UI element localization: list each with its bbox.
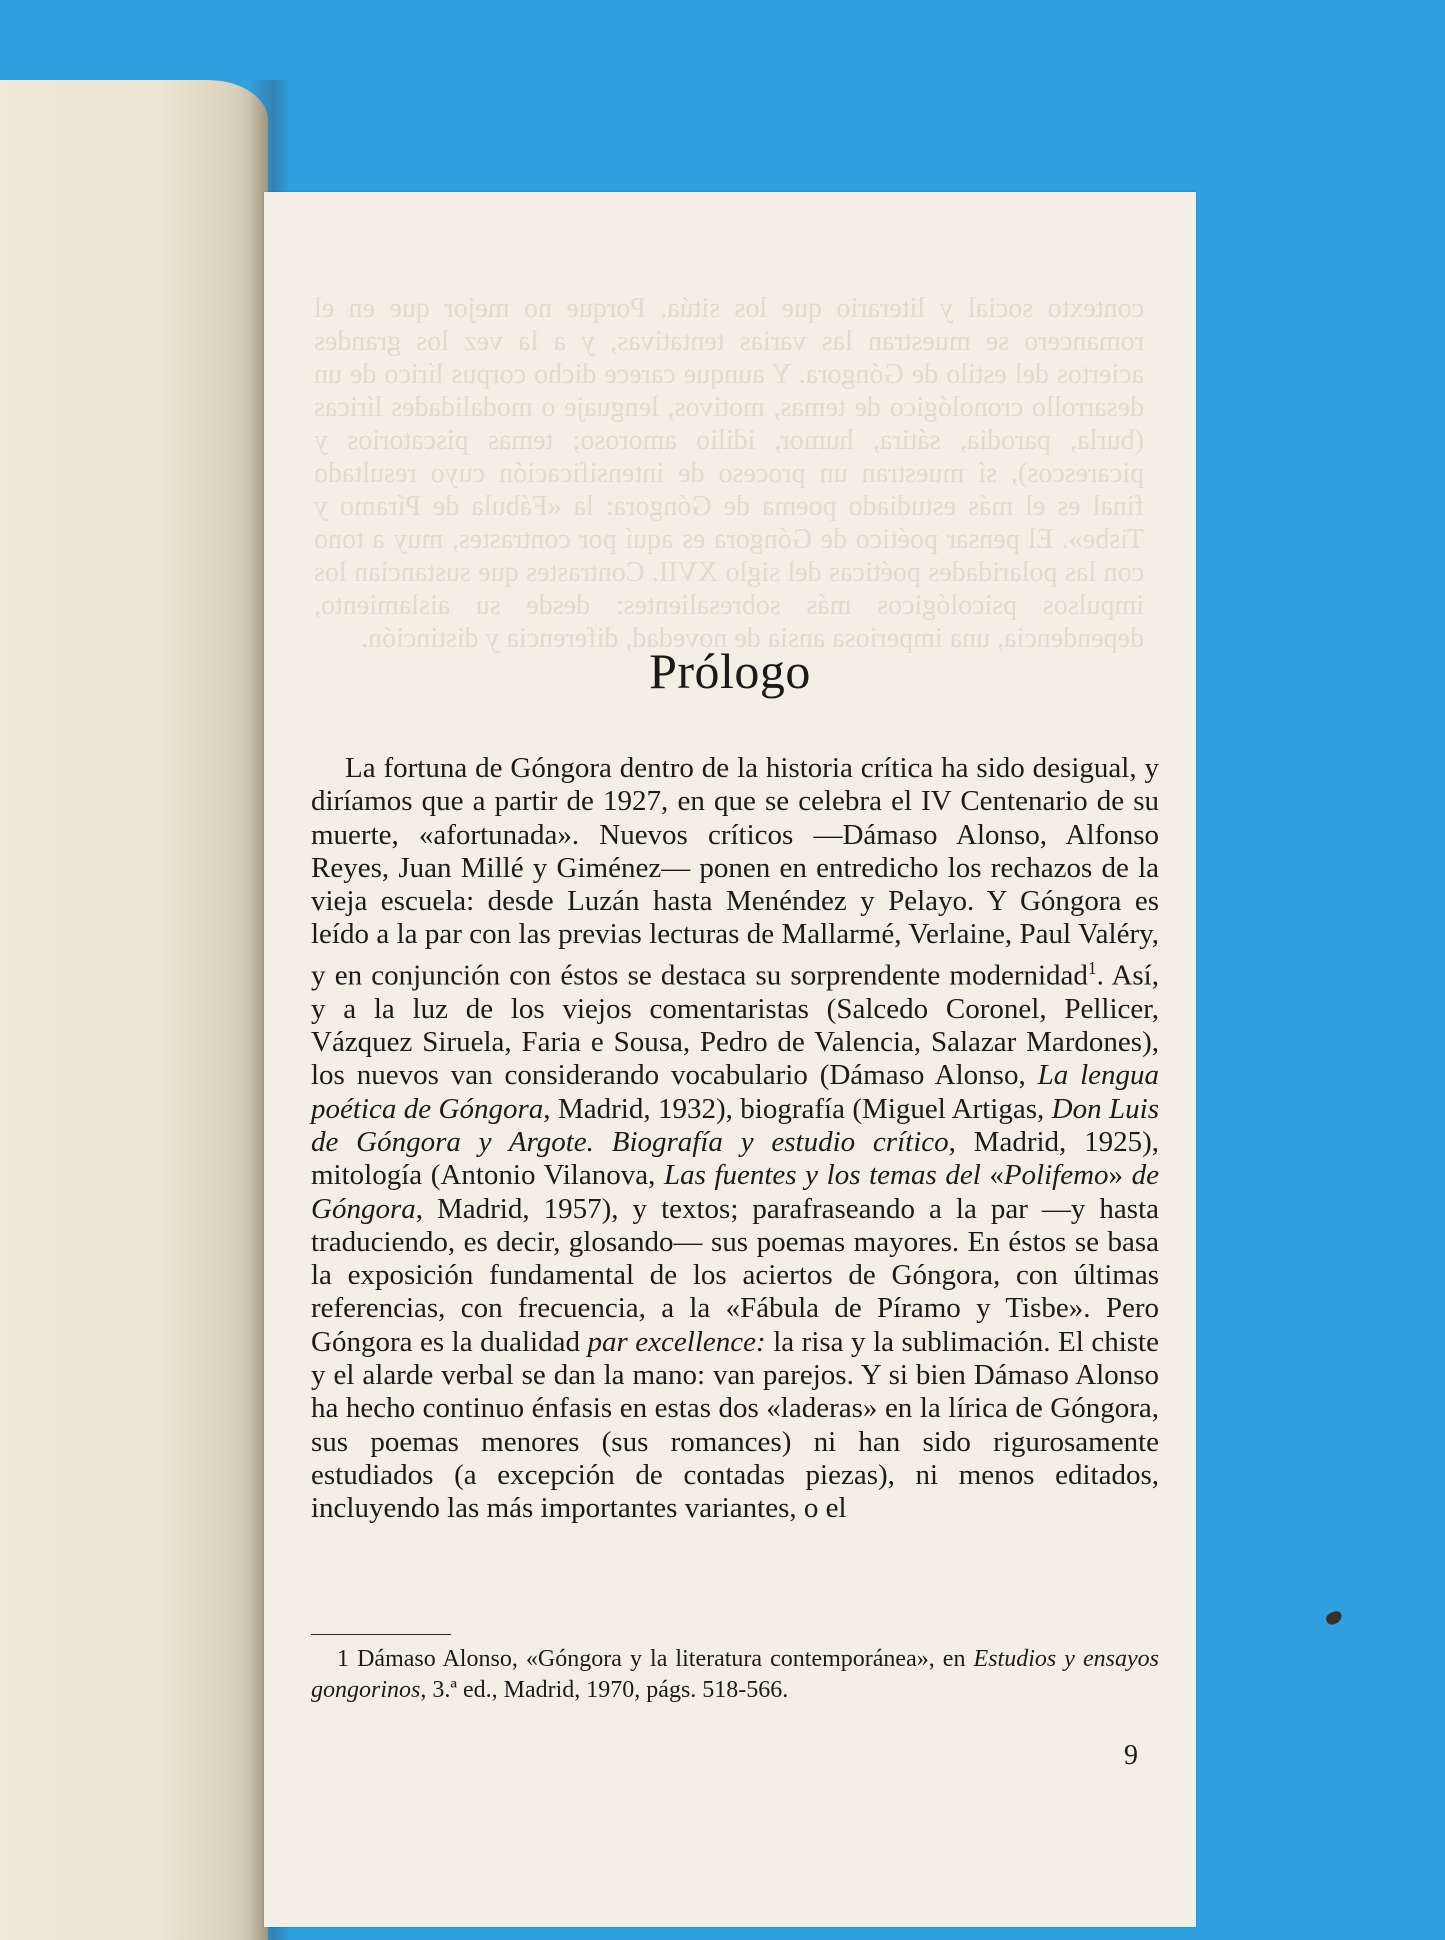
text-run: , Madrid, 1957), y textos; parafraseando a la par —y hasta traduciendo, es decir, glosando— sus poemas mayores. En éstos se basa la exposición fundamental de los aciertos de Góngora, con últimas referencias, con frecuencia, a la «Fábula de Píramo y Tisbe». Pero Góngora es la dualidad (311, 1192, 1159, 1358)
italic-text-run: Polifemo (1003, 1159, 1109, 1192)
body-paragraph (311, 752, 1159, 1525)
footnote-divider (311, 1634, 451, 1635)
italic-text-run: Las fuentes y los temas del (663, 1159, 981, 1192)
text-run: , Madrid, 1925), mitología (Antonio Vilanova, (311, 1125, 1159, 1192)
text-run: « (980, 1159, 1004, 1192)
text-run: . Así, y a la luz de los viejos comentaristas (Salcedo Coronel, Pellicer, Vázquez Siruela, Faria e Sousa, Pedro de Valencia, Salazar Mardones), los nuevos van considerando vocabulario (Dámaso Alonso, (311, 959, 1159, 1092)
italic-text-run: de Góngora (311, 1159, 1160, 1225)
page-number: 9 (1124, 1740, 1138, 1771)
italic-text-run: La lengua poética de Góngora (311, 1059, 1160, 1125)
page-title: Prólogo (649, 643, 811, 699)
book-page (264, 192, 1196, 1927)
italic-text-run: Don Luis de Góngora y Argote. Biografía y estudio crítico (311, 1092, 1159, 1158)
text-run: , 3.ª ed., Madrid, 1970, págs. 518-566. (420, 1677, 789, 1703)
left-page (0, 80, 268, 1940)
footnote-marker: 1 (1087, 957, 1097, 978)
text-run: la risa y la sublimación. El chiste y el alarde verbal se dan la mano: van parejos. Y si bien Dámaso Alonso ha hecho continuo énfasis en estas dos «laderas» en la lírica de Góngora, sus poemas menores (sus romances) ni han sido rigurosamente estudiados (a excepción de contadas piezas), ni menos editados, incluyendo las más importantes variantes, o el (311, 1325, 1159, 1525)
italic-text-run: Estudios y ensayos gongorinos (311, 1646, 1160, 1703)
text-run: La fortuna de Góngora dentro de la historia crítica ha sido desigual, y diríamos que a partir de 1927, en que se celebra el IV Centenario de su muerte, «afortunada». Nuevos críticos —Dámaso Alonso, Alfonso Reyes, Juan Millé y Giménez— ponen en entredicho los rechazos de la vieja escuela: desde Luzán hasta Menéndez y Pelayo. Y Góngora es leído a la par con las previas lecturas de Mallarmé, Verlaine, Paul Valéry, y en conjunción con éstos se destaca su sorprendente modernidad (311, 752, 1159, 992)
italic-text-run: par excellence: (587, 1325, 766, 1358)
text-run: » (1108, 1159, 1132, 1192)
footnote (311, 1644, 1159, 1706)
bleed-through-text: contexto social y literario que los sitúa. Porque no mejor que en el romancero se muestran las varias tentativas, y a la vez los grandes aciertos del estilo de Góngora. Y aunque carece dicho corpus lírico de un desarrollo cronológico de temas, motivos, lenguaje o modalidades líricas (burla, parodia, sátira, humor, idilio amoroso; temas piscatorios y picarescos), sí muestran un proceso de intensificación cuyo resultado final es el más estudiado poema de Góngora: la «Fábula de Píramo y Tisbe». El pensar poético de Góngora es aquí por contrastes, muy a tono con las polaridades poéticas del siglo XVII. Contrastes que sustancian los impulsos psicológicos más sobresalientes: desde su aislamiento, dependencia, una imperiosa ansia de novedad, diferencia y distinción. (314, 293, 1144, 654)
text-run: , Madrid, 1932), biografía (Miguel Artigas, (543, 1092, 1052, 1125)
dust-speck (1324, 1610, 1343, 1627)
text-run: 1 Dámaso Alonso, «Góngora y la literatura contemporánea», en (337, 1646, 974, 1672)
